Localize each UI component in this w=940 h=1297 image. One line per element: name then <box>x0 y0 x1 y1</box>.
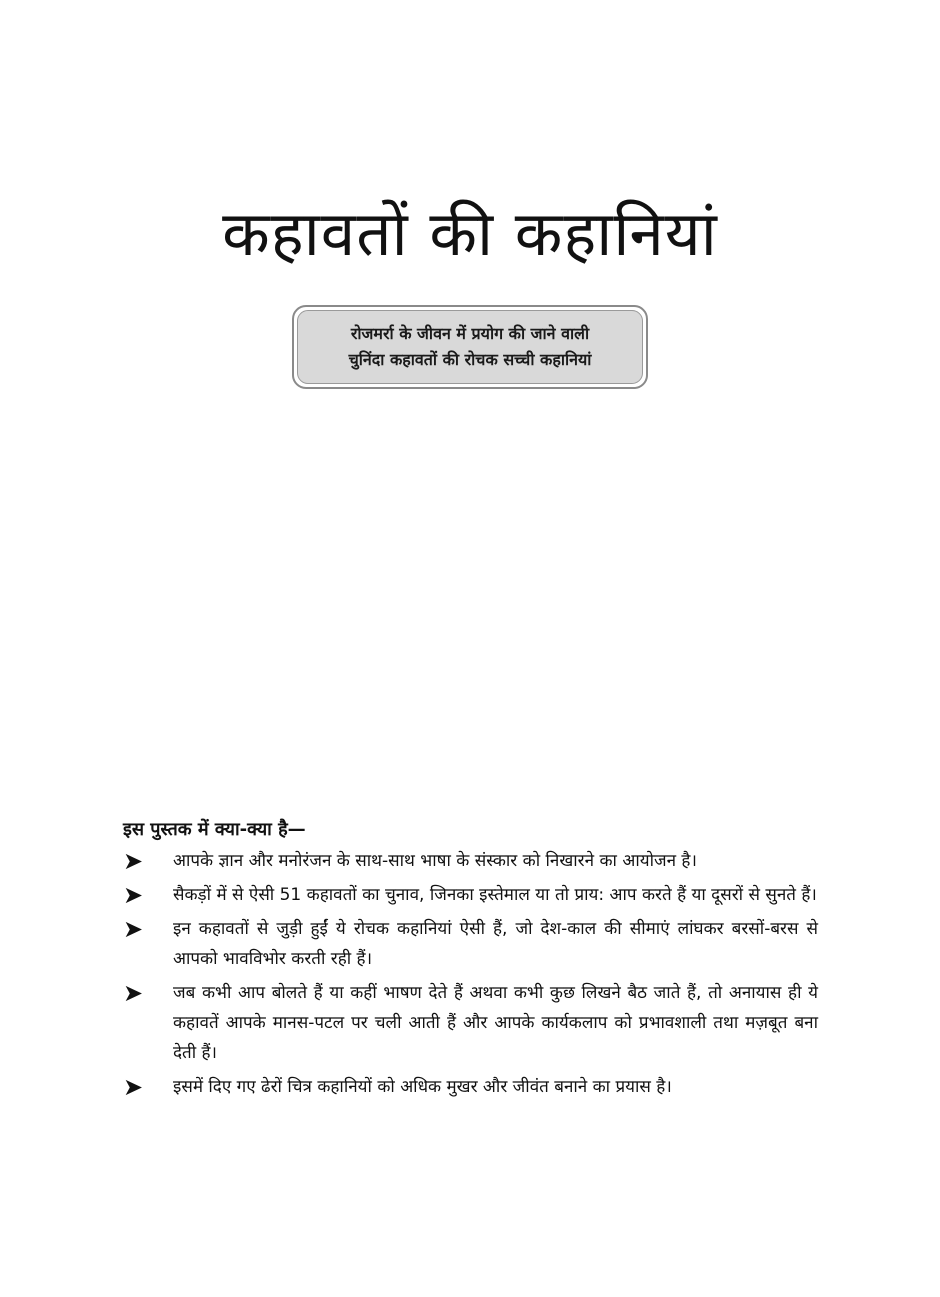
subtitle-box <box>292 305 648 389</box>
page-title: कहावतों की कहानियां <box>222 197 718 270</box>
list-item <box>123 914 818 974</box>
list-item-text: जब कभी आप बोलते हैं या कहीं भाषण देते हैं अथवा कभी कुछ लिखने बैठ जाते हैं, तो अनायास ही ये कहावतें आपके मानस-पटल पर चली आती हैं और आपके कार्यकलाप को प्रभावशाली तथा मज़बूत बना देती हैं। <box>173 983 818 1063</box>
contents-list <box>123 846 818 1106</box>
subtitle-line-2: चुनिंदा कहावतों की रोचक सच्ची कहानियां <box>348 350 592 369</box>
arrowhead-right-icon: ➤ <box>123 1073 144 1101</box>
arrowhead-right-icon: ➤ <box>123 915 144 943</box>
subtitle-line-1: रोजमर्रा के जीवन में प्रयोग की जाने वाली <box>350 324 590 343</box>
list-item <box>123 880 818 910</box>
arrowhead-right-icon: ➤ <box>123 847 144 875</box>
list-item-text: सैकड़ों में से ऐसी 51 कहावतों का चुनाव, जिनका इस्तेमाल या तो प्राय: आप करते हैं या दूसरों से सुनते हैं। <box>173 885 817 905</box>
list-item-text: आपके ज्ञान और मनोरंजन के साथ-साथ भाषा के संस्कार को निखारने का आयोजन है। <box>173 851 697 871</box>
list-item <box>123 846 818 876</box>
arrowhead-right-icon: ➤ <box>123 979 144 1007</box>
list-item <box>123 1072 818 1102</box>
arrowhead-right-icon: ➤ <box>123 881 144 909</box>
subtitle-panel <box>297 310 643 384</box>
contents-heading: इस पुस्तक में क्या-क्या है— <box>123 819 306 840</box>
list-item-text: इन कहावतों से जुड़ी हुईं ये रोचक कहानियां ऐसी हैं, जो देश-काल की सीमाएं लांघकर बरसों-बरस से आपको भावविभोर करती रही हैं। <box>173 919 818 969</box>
list-item <box>123 978 818 1068</box>
list-item-text: इसमें दिए गए ढेरों चित्र कहानियों को अधिक मुखर और जीवंत बनाने का प्रयास है। <box>173 1077 672 1097</box>
